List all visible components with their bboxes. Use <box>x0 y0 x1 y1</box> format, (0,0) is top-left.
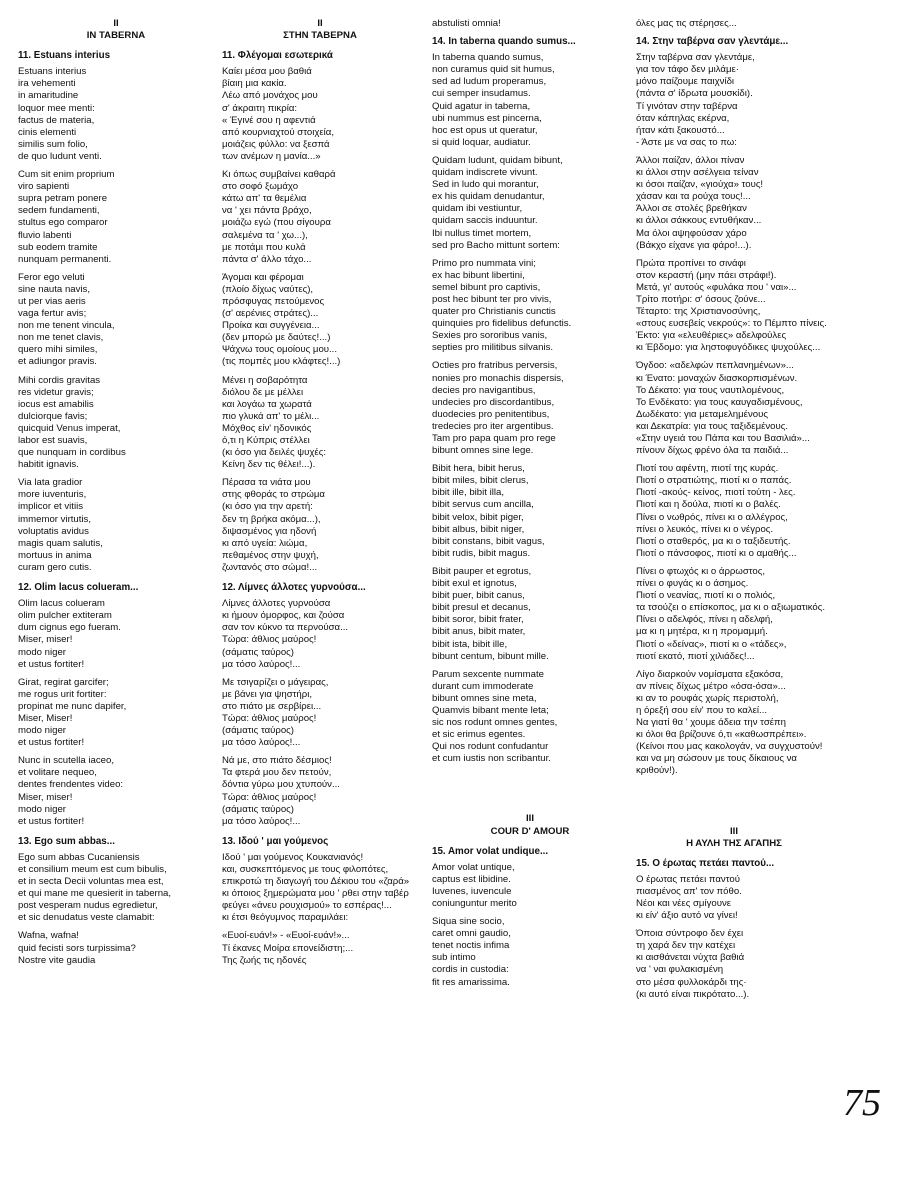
stanza: Ego sum abbas Cucaniensis et consilium meum est cum bibulis, et in secta Decii voluntas mea est, et qui mane me quesierit in taberna, post vesperam nudus egredietur, et sic denudatus veste clamabit: <box>18 851 172 924</box>
section-title: IN TABERNA <box>86 30 146 42</box>
stanza: Feror ego veluti sine nauta navis, ut per vias aeris vaga fertur avis; non me tenent vincula, non me tenet clavis, quero mihi similes, et adiungor pravis. <box>18 271 115 368</box>
stanza: Μένει η σοβαρότητα διόλου δε με μέλλει και λογάω τα χωρατά πιο γλυκά απ' το μέλι... Μόχθος είν' ηδονικός ό,τι η Κύπρις στέλλει (κι όσο για δειλές ψυχές: Κείνη δεν τις θέλει!...). <box>222 374 326 471</box>
continuation-line: όλες μας τις στέρησες... <box>636 18 737 29</box>
section-numeral: III <box>730 825 738 837</box>
poem-title: 12. Λίμνες άλλοτες γυρνούσα... <box>222 582 366 594</box>
page-number: 75 <box>843 1082 881 1124</box>
stanza: Όποια σύντροφο δεν έχει τη χαρά δεν την κατέχει κι αισθάνεται νύχτα βαθιά να ' ναι φυλακισμένη στο μέσα φυλλοκάρδι της· (κι αυτό είναι πικρότατο...). <box>636 928 750 1000</box>
stanza: Bibit hera, bibit herus, bibit miles, bibit clerus, bibit ille, bibit illa, bibit servus cum ancilla, bibit velox, bibit piger, bibit albus, bibit niger, bibit constans, bibit vagus, bibit rudis, bibit magus. <box>432 463 545 559</box>
poem <box>636 858 832 1001</box>
stanza: Με τσιγαρίζει ο μάγειρας, με βάνει για ψηστήρι, στο πιάτο με σερβίρει... Τώρα: άθλιος μαύρος! (σάματις ταύρος) μα τόσο λαύρος!... <box>222 676 329 749</box>
stanza: Amor volat untique, captus est libidine. Iuvenes, iuvencule coniunguntur merito <box>432 861 517 909</box>
section-numeral: II <box>113 18 119 29</box>
poem-title: 12. Olim lacus colueram... <box>18 582 139 594</box>
section-numeral: II <box>317 18 323 29</box>
stanza: Πιοτί του αφέντη, πιοτί της κυράς. Πιοτί ο στρατιώτης, πιοτί κι ο παπάς. Πιοτί -ακούς- κείνος, πιοτί τούτη - λες. Πιοτί και η δούλα, πιοτί κι ο βαλές. Πίνει ο νωθρός, πίνει κι ο αλλέγρος, πίνει ο λευκός, πίνει κι ο νέγρος. Πιοτί ο σταθερός, μα κι ο ταξιδευτής. Πιοτί ο πάνσοφος, πιοτί κι ο αμαθής... <box>636 463 797 559</box>
poem-title: 13. Ιδού ' μαι γούμενος <box>222 835 329 847</box>
stanza: Nunc in scutella iaceo, et volitare nequeo, dentes frendentes video: Miser, miser! modo niger et ustus fortiter! <box>18 755 124 827</box>
stanza: Parum sexcente nummate durant cum immoderate bibunt omnes sine meta, Quamvis bibant mente leta; sic nos rodunt omnes gentes, et sic erimus egentes. Qui nos rodunt confudantur et cum iustis non scribantur. <box>432 668 558 765</box>
stanza: Estuans interius ira vehementi in amaritudine loquor mee menti: factus de materia, cinis elementi similis sum folio, de quo ludunt venti. <box>18 66 102 162</box>
stanza: Νά με, στο πιάτο δέσμιος! Τα φτερά μου δεν πετούν, δόντια γύρω μου χτυπούν... Τώρα: άθλιος μαύρος! (σάματις ταύρος) μα τόσο λαύρος!... <box>222 755 340 827</box>
stanza: Mihi cordis gravitas res videtur gravis; iocus est amabilis dulciorque favis; quicquid Venus imperat, labor est suavis, que nunquam in cordibus habitit ignavis. <box>18 374 126 471</box>
poem <box>18 582 214 828</box>
stanza: In taberna quando sumus, non curamus quid sit humus, sed ad ludum properamus, cui semper insudamus. Quid agatur in taberna, ubi nummus est pincerna, hoc est opus ut queratur, si quid loquar, audiatur. <box>432 52 555 148</box>
stanza: «Ευοί-ευάν!» - «Ευοί-ευάν!»... Τί έκανες Μοίρα επονείδιστη;... Της ζωής τις ηδονές <box>222 930 354 966</box>
poem <box>636 36 832 777</box>
poem <box>222 836 418 967</box>
poem-title: 13. Ego sum abbas... <box>18 835 115 847</box>
stanza: Πρώτα προπίνει το σινάφι στον κεραστή (μην πάει στράφι!). Μετά, γι' αυτούς «φυλάκα που ' ναι»... Τρίτο ποτήρι: σ' όσους ζούνε... Τέταρτο: της Χριστιανοσύνης, «στους ευσεβείς νεκρούς»: το Πέμπτο πίνεις. Έκτο: για «ελευθέριες» αδελφούλες κι Έβδομο: για ληστοφυγόδικες ψυχούλες... <box>636 257 827 354</box>
section-title: COUR D' AMOUR <box>490 825 570 837</box>
stanza: Siqua sine socio, caret omni gaudio, tenet noctis infima sub intimo cordis in custodia: fit res amarissima. <box>432 916 511 988</box>
column-greek-1 <box>222 18 418 975</box>
section-title: Η ΑΥΛΗ ΤΗΣ ΑΓΑΠΗΣ <box>686 837 782 849</box>
poem-title: 15. Amor volat undique... <box>432 845 549 857</box>
poem <box>432 846 628 989</box>
column-latin-2 <box>432 18 628 997</box>
poem <box>432 36 628 765</box>
stanza: Cum sit enim proprium viro sapienti supra petram ponere sedem fundamenti, stultus ego comparor fluvio labenti sub eodem tramite nunquam permanenti. <box>18 169 115 265</box>
poem <box>18 836 214 967</box>
poem-title: 15. Ο έρωτας πετάει παντού... <box>636 857 775 869</box>
poem <box>222 582 418 828</box>
stanza: Via lata gradior more iuventuris, implicor et vitiis immemor virtutis, voluptatis avidus magis quam salutis, mortuus in anima curam gero cutis. <box>18 477 103 573</box>
poem-title: 14. Στην ταβέρνα σαν γλεντάμε... <box>636 36 789 48</box>
stanza: Ιδού ' μαι γούμενος Κουκανιανός! και, συσκεπτόμενος με τους φιλοπότες, επικροτώ τη διαγωγή του Δέκιου του «ζαρά» κι όποιος ξημερώματα μου ' ρθει στην ταβέρ φεύγει «άνευ ρουχισμού» το εσπέρας!... κι έτσι θεόγυμνος παραμιλάει: <box>222 851 410 924</box>
poem-title: 11. Estuans interius <box>18 50 111 62</box>
poem <box>222 50 418 574</box>
stanza: Olim lacus colueram olim pulcher extiteram dum cignus ego fueram. Miser, miser! modo niger et ustus fortiter! <box>18 598 121 670</box>
stanza: Στην ταβέρνα σαν γλεντάμε, για τον τάφο δεν μιλάμε· μόνο παίζουμε παιχνίδι (πάντα σ' ίδρωτα μουσκίδι). Τί γινόταν στην ταβέρνα όταν κάπηλας εκέρνα, ήταν κάτι ξακουστό... - Άστε με να σας το πω: <box>636 52 755 148</box>
section-title: ΣΤΗΝ ΤΑΒΕΡΝΑ <box>283 30 357 42</box>
poem-title: 14. In taberna quando sumus... <box>432 36 576 48</box>
stanza: Πίνει ο φτωχός κι ο άρρωστος, πίνει ο φυγάς κι ο άσημος. Πιοτί ο νεανίας, πιοτί κι ο πολιός, τα τσούζει ο επίσκοπος, μα κι ο αξιωματικός. Πίνει ο αδελφός, πίνει η αδελφή, μα κι η μητέρα, κι η προμαμμή. Πιοτί ο «δείνας», πιοτί κι ο «τάδες», πιοτί εκατό, πιοτί χιλιάδες!... <box>636 565 826 662</box>
stanza: Λίγο διαρκούν νομίσματα εξακόσα, αν πίνεις δίχως μέτρο «όσα-όσα»... κι αν το ρουφάς χωρίς περιστολή, η όρεξή σου είν' που το καλεί... Να γιατί θα ' χουμε άδεια την τσέπη κι όλοι θα βρίζουνε ό,τι «καθωσπρέπει». (Κείνοι που μας κακολογάν, να συγχυστούν! και να μη σώσουν με τους δίκαιους να κριθούν!). <box>636 668 823 777</box>
stanza: Καίει μέσα μου βαθιά βίαιη μια κακία. Λέω από μονάχος μου σ' άκραιτη πικρία: « Έγινέ σου η αφεντιά από κουρνιαχτού στοιχεία, μοιάζεις φύλλο: να ξεσπά των ανέμων η μανία...» <box>222 66 334 162</box>
column-greek-2 <box>636 18 832 1009</box>
stanza: Wafna, wafna! quid fecisti sors turpissima? Nostre vite gaudia <box>18 930 136 966</box>
stanza: Ο έρωτας πετάει παντού πιασμένος απ' τον πόθο. Νέοι και νέες σμίγουνε κι είν' άξιο αυτό να γίνει! <box>636 873 742 922</box>
column-latin-1 <box>18 18 214 975</box>
stanza: Octies pro fratribus perversis, nonies pro monachis dispersis, decies pro navigantibus, undecies pro discordantibus, duodecies pro penitentibus, tredecies pro iter argentibus. Tam pro papa quam pro rege bibunt omnes sine lege. <box>432 360 564 457</box>
stanza: Girat, regirat garcifer; me rogus urit fortiter: propinat me nunc dapifer, Miser, Miser! modo niger et ustus fortiter! <box>18 676 127 749</box>
stanza: Quidam ludunt, quidam bibunt, quidam indiscrete vivunt. Sed in ludo qui morantur, ex his quidam denudantur, quidam ibi vestiuntur, quidam saccis induuntur. Ibi nullus timet mortem, sed pro Bacho mittunt sortem: <box>432 154 563 251</box>
section-numeral: III <box>526 813 534 825</box>
poem-title: 11. Φλέγομαι εσωτερικά <box>222 50 333 62</box>
stanza: Άλλοι παίζαν, άλλοι πίναν κι άλλοι στην ασέλγεια τείναν κι όσοι παίζαν, «γιούχα» τους! χάσαν και τα ρούχα τους!... Άλλοι σε στολές βρεθήκαν κι άλλοι σάκκους εντυθήκαν... Μα όλοι αψηφούσαν χάρο (Βάκχο είχανε για φάρο!...). <box>636 154 764 251</box>
poem <box>18 50 214 574</box>
stanza: Κι όπως συμβαίνει καθαρά στο σοφό ξωμάχο κάτω απ' τα θεμέλια να ' χει πάντα βράχο, μοιάζω εγώ (που σίγουρα σαλεμένα τα ' χω...), με ποτάμι που κυλά πάντα σ' άλλο τάχο... <box>222 169 336 265</box>
stanza: Λίμνες άλλοτες γυρνούσα κι ήμουν όμορφος, και ζούσα σαν τον κύκνο τα περνούσα... Τώρα: άθλιος μαύρος! (σάματις ταύρος) μα τόσο λαύρος!... <box>222 598 349 670</box>
stanza: Primo pro nummata vini; ex hac bibunt libertini, semel bibunt pro captivis, post hec bibunt ter pro vivis, quater pro Christianis cunctis quinquies pro fidelibus defunctis. Sexies pro sororibus vanis, septies pro militibus silvanis. <box>432 257 572 354</box>
stanza: Bibit pauper et egrotus, bibit exul et ignotus, bibit puer, bibit canus, bibit presul et decanus, bibit soror, bibit frater, bibit anus, bibit mater, bibit ista, bibit ille, bibunt centum, bibunt mille. <box>432 565 549 662</box>
stanza: Άγομαι και φέρομαι (πλοίο δίχως ναύτες), πρόσφυγας πετούμενος (σ' αερένιες στράτες)... Προίκα και συγγένεια... (δεν μπορώ με δαύτες!...) Ψάχνω τους ομοίους μου... (τις πομπές μου κλάφτες!...) <box>222 271 341 368</box>
continuation-line: abstulisti omnia! <box>432 18 501 29</box>
stanza: Όγδοο: «αδελφών πεπλανημένων»... κι Ένατο: μοναχών διασκορπισμένων. Το Δέκατο: για τους ναυτιλομένους, Το Ενδέκατο: για τους καυγαδισμένους, Δωδέκατο: για μεταμελημένους και Δεκατρία: για τους ταξιδεμένους. «Στην υγειά του Πάπα και του Βασιλιά»... πίνουν δίχως φρένο όλα τα παιδιά... <box>636 360 810 457</box>
stanza: Πέρασα τα νιάτα μου στης φθοράς το στρώμα (κι όσο για την αρετή: δεν τη βρήκα ακόμα...), διψασμένος για ηδονή κι από υγεία: λιώμα, πεθαμένος στην ψυχή, ζωντανός στο σώμα!... <box>222 477 325 573</box>
